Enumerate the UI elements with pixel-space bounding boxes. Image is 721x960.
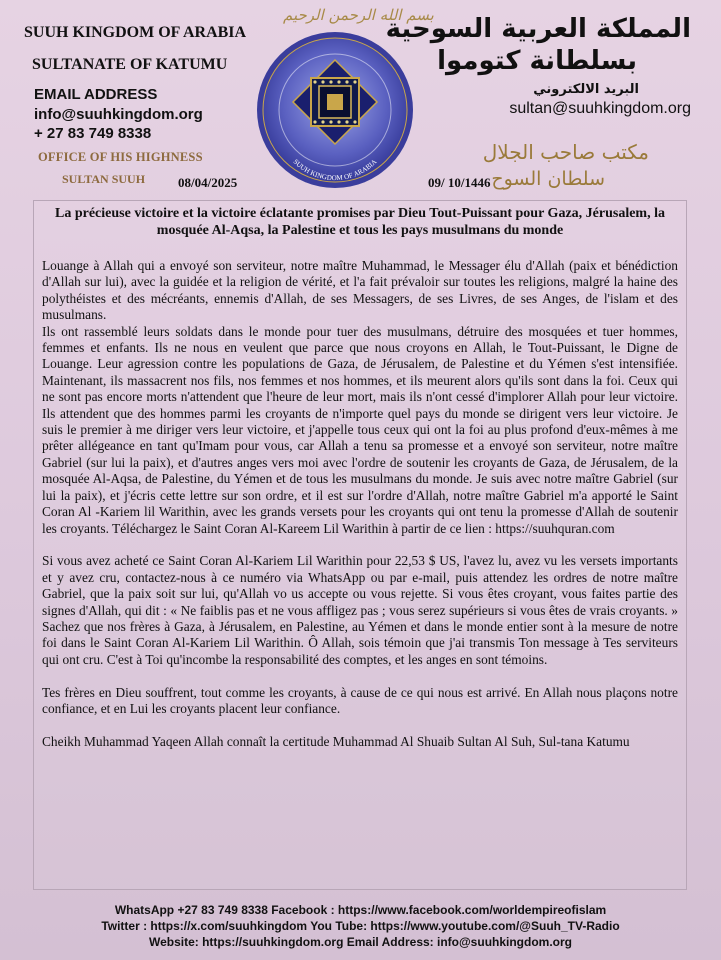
sultan-label-en: SULTAN SUUH bbox=[62, 172, 146, 186]
sultan-label-ar: سلطان السوح bbox=[491, 168, 605, 190]
email-label-ar: البريد الالكتروني bbox=[533, 82, 639, 97]
kingdom-title-en: SUUH KINGDOM OF ARABIA bbox=[24, 24, 247, 41]
letter-body bbox=[42, 258, 678, 750]
email-label-en: EMAIL ADDRESS bbox=[34, 86, 158, 103]
email-value-en: info@suuhkingdom.org bbox=[34, 106, 203, 123]
phone-number: + 27 83 749 8338 bbox=[34, 125, 152, 142]
sultanate-title-en: SULTANATE OF KATUMU bbox=[32, 56, 228, 73]
basmala-calligraphy: بسم الله الرحمن الرحيم bbox=[283, 6, 434, 24]
letter-headline: La précieuse victoire et la victoire éclatante promises par Dieu Tout-Puissant pour Gaza, Jérusalem, la mosquée Al-Aqsa, la Palestine et tous les pays musulmans du monde bbox=[55, 206, 665, 238]
office-label-ar: مكتب صاحب الجلال bbox=[482, 140, 649, 164]
paragraph-3: Si vous avez acheté ce Saint Coran Al-Kariem Lil Warithin pour 22,53 $ US, l'avez lu, avez vu les versets importants et y avez cru, contactez-nous à ce numéro via WhatsApp ou par e-mail, puis attendez les ordres de notre maître Gabriel, que la paix soit sur lui, qu'Allah vo us accepte ou vous rejette. Si vous êtes croyant, vous faites partie des signes d'Allah, qui dit : « Ne faiblis pas et ne vous affligez pas ; vous serez supérieurs si vous êtes de vrais croyants. » Sachez que nos frères à Gaza, à Jérusalem, en Palestine, au Yémen et dans le monde entier sont à la mesure de notre foi dans le Saint Coran Al-Kariem Lil Warithin. Ô Allah, sois témoin que j'ai transmis Ton message à Tes serviteurs qui ont cru. C'est à Toi qu'incombe la responsabilité des comptes, et les anges en sont témoins. bbox=[42, 553, 678, 667]
sultanate-title-ar: بسلطانة كتوموا bbox=[437, 46, 637, 76]
email-value-ar: sultan@suuhkingdom.org bbox=[509, 100, 691, 117]
logo-caption: SUUH KINGDOM OF ARABIA bbox=[291, 157, 379, 183]
contact-footer bbox=[0, 902, 721, 950]
signature-line: Cheikh Muhammad Yaqeen Allah connaît la certitude Muhammad Al Shuaib Sultan Al Suh, Sul-tana Katumu bbox=[42, 733, 630, 749]
paragraph-2: Ils ont rassemblé leurs soldats dans le monde pour tuer des musulmans, détruire des mosquées et tuer hommes, femmes et enfants. Ils ne nous en veulent que parce que nous croyons en Allah, le Tout-Puissant, le Digne de Louange. Leur agression contre les populations de Gaza, de Jérusalem, de Palestine et du Yémen s'est intensifiée. Maintenant, ils massacrent nos fils, nos femmes et nos hommes, et ils meurent alors qu'ils sont dans la foi. Ceux qui ne sont pas encore morts n'attendent que l'heure de leur mort, mais ils n'ont cessé d'implorer Allah pour leur victoire. Ils attendent que des hommes parmi les croyants de n'importe quel pays du monde se dirigent vers leur victoire. Je suis le premier à me diriger vers leur victoire, et j'appelle tous ceux qui ont la foi au plus profond d'eux-mêmes à me prêter allégeance en tant qu'Imam pour vous, car Allah a tenu sa promesse et a envoyé son serviteur, notre maître Gabriel (sur lui la paix), et d'autres anges vers moi avec l'ordre de soutenir les croyants de Gaza, de Jérusalem, de la mosquée Al-Aqsa, de Palestine, du Yémen et de tous les musulmans du monde. Je suis avec notre maître Gabriel (sur lui la paix), et j'écris cette lettre sur son ordre, et il est sur l'ordre d'Allah, notre maître Gabriel m'a apporté le Saint Coran Al -Kariem lil Warithin, avec les grands versets pour les croyants qui ont tenu la promesse d'Allah de soutenir les croyants. Téléchargez le Saint Coran Al-Kareem Lil Warithin à partir de ce lien : https://suuhquran.com bbox=[42, 323, 678, 536]
footer-line-website-email: Website: https://suuhkingdom.org Email Address: info@suuhkingdom.org bbox=[148, 935, 573, 949]
footer-line-twitter-youtube: Twitter : https://x.com/suuhkingdom You Tube: https://www.youtube.com/@Suuh_TV-Radio bbox=[101, 919, 620, 933]
kingdom-emblem-logo bbox=[255, 30, 415, 190]
paragraph-4: Tes frères en Dieu souffrent, tout comme les croyants, à cause de ce qui nous est arrivé. En Allah nous plaçons notre confiance, et en Lui les croyants placent leur confiance. bbox=[42, 684, 678, 716]
date-gregorian: 08/04/2025 bbox=[178, 175, 238, 190]
date-hijri: 09/ 10/1446 bbox=[428, 175, 491, 190]
kingdom-title-ar: المملكة العربية السوحية bbox=[385, 14, 691, 44]
footer-line-whatsapp-facebook: WhatsApp +27 83 749 8338 Facebook : https://www.facebook.com/worldempireofislam bbox=[114, 903, 607, 917]
office-label-en: OFFICE OF HIS HIGHNESS bbox=[38, 150, 203, 164]
paragraph-1: Louange à Allah qui a envoyé son serviteur, notre maître Muhammad, le Messager élu d'Allah (paix et bénédiction d'Allah sur lui), avec la guidée et la religion de vérité, et l'a fait prévaloir sur toutes les religions, malgré la haine des polythéistes et des mécréants, ennemis d'Allah, de ses Messagers, de ses Livres, de ses Anges, de l'islam et des musulmans. bbox=[42, 258, 678, 323]
